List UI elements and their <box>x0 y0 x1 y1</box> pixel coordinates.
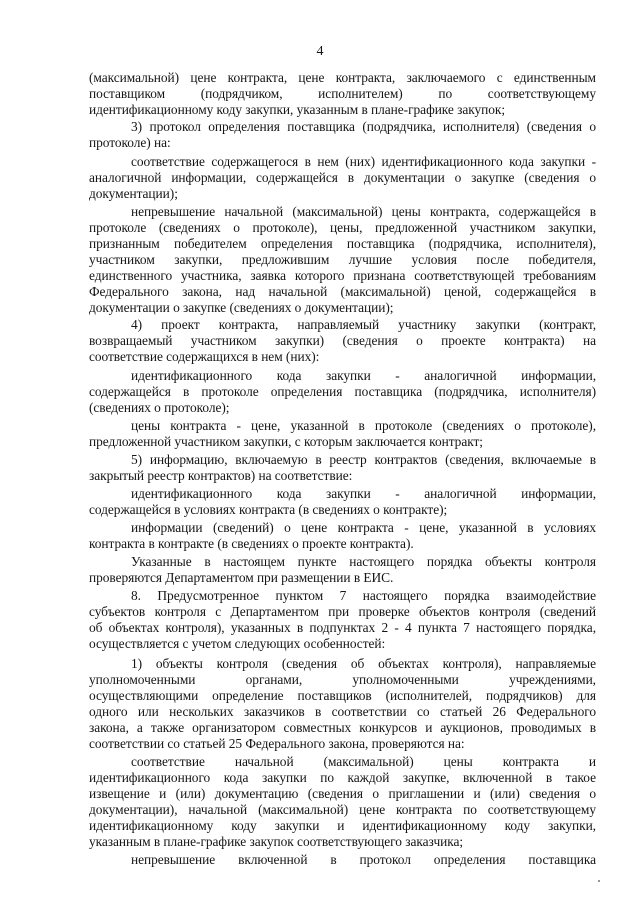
text-line: одного или нескольких заказчиков в соответствии со статьей 26 Федерального <box>89 704 596 719</box>
text-line: указанным в плане-графике закупок соответствующего заказчика; <box>89 834 464 849</box>
text-line: информации (сведений) о цене контракта - цене, указанной в условиях <box>131 520 596 535</box>
text-line: содержащейся в протоколе определения поставщика (подрядчика, исполнителя) <box>89 384 596 399</box>
text-line: об объектах контроля), указанных в подпунктах 2 - 4 пункта 7 настоящего порядка, <box>89 620 596 635</box>
text-line: протоколе (сведениях о протоколе), цены, предложенной участником закупки, <box>89 220 596 235</box>
text-line: цены контракта - цене, указанной в протоколе (сведениях о протоколе), <box>131 418 596 433</box>
text-line: Федерального закона, над начальной (максимальной) ценой, содержащейся в <box>89 284 596 299</box>
text-line: закона, а также организатором совместных конкурсов и аукционов, проводимых в <box>89 720 596 735</box>
text-line: уполномоченными органами, уполномоченными учреждениями, <box>89 672 596 687</box>
text-line: единственного участника, заявка которого признана соответствующей требованиям <box>89 268 596 283</box>
text-line: соответствие содержащихся в нем (них): <box>89 349 320 364</box>
text-line: соответствие начальной (максимальной) цены контракта и <box>131 754 596 769</box>
text-line: (сведениях о протоколе); <box>89 400 230 415</box>
text-line: возвращаемый участником закупки) (сведения о проекте контракта) на <box>89 333 596 348</box>
text-line: осуществляющими определение поставщиков (исполнителей, подрядчиков) для <box>89 688 596 703</box>
text-line: 1) объекты контроля (сведения об объектах контроля), направляемые <box>131 656 596 671</box>
text-line: содержащейся в условиях контракта (в сведениях о контракте); <box>89 502 448 517</box>
text-line: 8. Предусмотренное пунктом 7 настоящего порядка взаимодействие <box>131 588 596 603</box>
text-line: документации), начальной (максимальной) цене контракта по соответствующему <box>89 802 596 817</box>
text-line: 4) проект контракта, направляемый участнику закупки (контракт, <box>131 317 596 332</box>
text-line: участником закупки, предложившим лучшие условия после победителя, <box>89 252 596 267</box>
scan-speck <box>598 880 600 882</box>
text-line: (максимальной) цене контракта, цене контракта, заключаемого с единственным <box>89 70 596 85</box>
text-line: идентификационного кода закупки - аналогичной информации, <box>131 486 596 501</box>
text-line: идентификационного кода закупки по каждой закупке, включенной в такое <box>89 770 596 785</box>
text-line: идентификационного кода закупки - аналогичной информации, <box>131 368 596 383</box>
text-line: соответствие содержащегося в нем (них) идентификационного кода закупки - <box>131 154 596 169</box>
text-line: идентификационному коду закупки и идентификационному коду закупки, <box>89 818 596 833</box>
text-line: документации о закупке (сведениях о документации); <box>89 300 394 315</box>
page-number: 4 <box>316 44 324 59</box>
text-line: осуществляется с учетом следующих особенностей: <box>89 636 386 651</box>
text-line: субъектов контроля с Департаментом при проверке объектов контроля (сведений <box>89 604 596 619</box>
text-line: идентификационному коду закупки, указанным в плане-графике закупок; <box>89 102 506 117</box>
text-line: признанным победителем определения поставщика (подрядчика, исполнителя), <box>89 236 596 251</box>
text-line: 3) протокол определения поставщика (подрядчика, исполнителя) (сведения о <box>131 119 596 134</box>
text-line: непревышение включенной в протокол определения поставщика <box>131 852 596 867</box>
text-line: соответствии со статьей 25 Федерального закона, проверяются на: <box>89 736 465 751</box>
text-line: Указанные в настоящем пункте настоящего порядка объекты контроля <box>131 554 596 569</box>
text-line: извещение и (или) документацию (сведения о приглашении и (или) сведения о <box>89 786 596 801</box>
text-line: контракта в контракте (в сведениях о проекте контракта). <box>89 536 414 551</box>
text-line: предложенной участником закупки, с которым заключается контракт; <box>89 434 483 449</box>
text-line: документации); <box>89 186 178 201</box>
text-line: проверяются Департаментом при размещении в ЕИС. <box>89 570 394 585</box>
text-line: закрытый реестр контрактов) на соответствие: <box>89 468 353 483</box>
text-line: непревышение начальной (максимальной) цены контракта, содержащейся в <box>131 204 596 219</box>
text-line: протоколе) на: <box>89 135 171 150</box>
text-line: аналогичной информации, содержащейся в документации о закупке (сведения о <box>89 170 596 185</box>
text-line: поставщиком (подрядчиком, исполнителем) по соответствующему <box>89 86 596 101</box>
text-line: 5) информацию, включаемую в реестр контрактов (сведения, включаемые в <box>131 452 596 467</box>
